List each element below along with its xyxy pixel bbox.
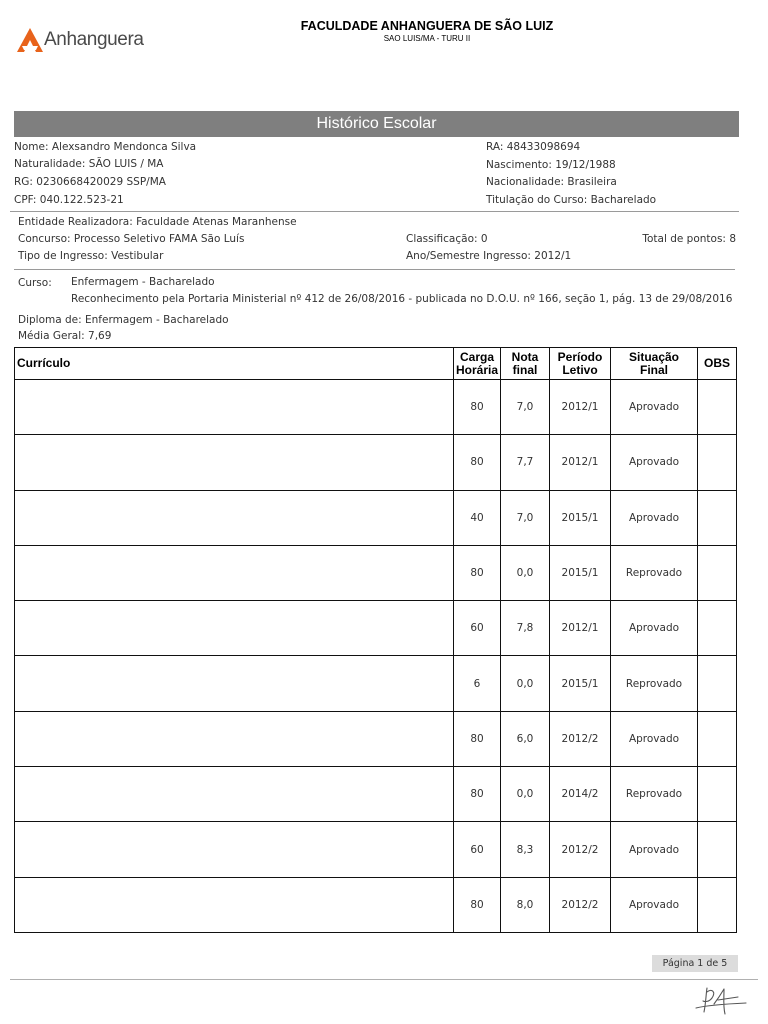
student-nascimento: Nascimento: 19/12/1988 xyxy=(486,159,616,171)
cell-situacao: Aprovado xyxy=(611,711,698,766)
grades-table xyxy=(14,347,737,933)
cell-situacao: Reprovado xyxy=(611,767,698,822)
cell-nota: 0,0 xyxy=(501,767,550,822)
cell-curriculo xyxy=(15,822,454,877)
cell-periodo: 2012/2 xyxy=(550,822,611,877)
header-nota-final: Nota final xyxy=(501,348,550,380)
cell-nota: 8,3 xyxy=(501,822,550,877)
student-nacionalidade: Nacionalidade: Brasileira xyxy=(486,176,617,188)
cell-obs xyxy=(698,380,737,435)
table-row xyxy=(15,711,737,766)
document-title: Histórico Escolar xyxy=(14,111,739,137)
table-row xyxy=(15,490,737,545)
header-curriculo: Currículo xyxy=(15,348,454,380)
table-row xyxy=(15,380,737,435)
tipo-ingresso: Tipo de Ingresso: Vestibular xyxy=(18,250,164,262)
footer-divider xyxy=(10,979,758,980)
course-recognition: Reconhecimento pela Portaria Ministerial nº 412 de 26/08/2016 - publicada no D.O.U. nº 166, seção 1, pág. 13 de 29/08/2016 xyxy=(71,293,733,305)
cell-periodo: 2015/1 xyxy=(550,656,611,711)
cell-periodo: 2012/1 xyxy=(550,435,611,490)
cell-situacao: Aprovado xyxy=(611,490,698,545)
cell-nota: 8,0 xyxy=(501,877,550,932)
cell-obs xyxy=(698,435,737,490)
header-periodo-letivo: Período Letivo xyxy=(550,348,611,380)
cell-carga: 80 xyxy=(454,711,501,766)
student-rg: RG: 0230668420029 SSP/MA xyxy=(14,176,166,188)
table-row xyxy=(15,545,737,600)
header-obs: OBS xyxy=(698,348,737,380)
table-row xyxy=(15,822,737,877)
cell-obs xyxy=(698,877,737,932)
divider xyxy=(10,211,739,212)
header-situacao-final: Situação Final xyxy=(611,348,698,380)
cell-curriculo xyxy=(15,711,454,766)
cell-carga: 60 xyxy=(454,822,501,877)
cell-periodo: 2015/1 xyxy=(550,490,611,545)
table-row xyxy=(15,435,737,490)
institution-name: FACULDADE ANHANGUERA DE SÃO LUIZ xyxy=(300,19,554,33)
cell-obs xyxy=(698,545,737,600)
cell-situacao: Aprovado xyxy=(611,601,698,656)
cell-nota: 0,0 xyxy=(501,656,550,711)
cell-curriculo xyxy=(15,380,454,435)
cell-periodo: 2014/2 xyxy=(550,767,611,822)
cell-curriculo xyxy=(15,435,454,490)
cell-nota: 7,0 xyxy=(501,490,550,545)
cell-carga: 40 xyxy=(454,490,501,545)
cell-carga: 6 xyxy=(454,656,501,711)
concurso: Concurso: Processo Seletivo FAMA São Luís xyxy=(18,233,245,245)
classificacao: Classificação: 0 xyxy=(406,233,488,245)
student-cpf: CPF: 040.122.523-21 xyxy=(14,194,124,206)
cell-situacao: Aprovado xyxy=(611,822,698,877)
cell-periodo: 2012/2 xyxy=(550,711,611,766)
cell-situacao: Aprovado xyxy=(611,380,698,435)
cell-obs xyxy=(698,490,737,545)
cell-carga: 80 xyxy=(454,877,501,932)
cell-nota: 7,7 xyxy=(501,435,550,490)
cell-periodo: 2012/1 xyxy=(550,380,611,435)
cell-curriculo xyxy=(15,877,454,932)
cell-carga: 80 xyxy=(454,380,501,435)
cell-obs xyxy=(698,601,737,656)
media-geral: Média Geral: 7,69 xyxy=(18,330,112,342)
divider xyxy=(14,269,735,270)
cell-periodo: 2015/1 xyxy=(550,545,611,600)
page-indicator: Página 1 de 5 xyxy=(652,955,738,972)
cell-curriculo xyxy=(15,545,454,600)
cell-obs xyxy=(698,822,737,877)
cell-curriculo xyxy=(15,767,454,822)
cell-situacao: Aprovado xyxy=(611,877,698,932)
cell-nota: 7,8 xyxy=(501,601,550,656)
cell-nota: 0,0 xyxy=(501,545,550,600)
cell-carga: 80 xyxy=(454,767,501,822)
cell-situacao: Reprovado xyxy=(611,656,698,711)
student-name: Nome: Alexsandro Mendonca Silva xyxy=(14,141,197,153)
cell-periodo: 2012/1 xyxy=(550,601,611,656)
course-label: Curso: xyxy=(18,277,52,289)
entidade-realizadora: Entidade Realizadora: Faculdade Atenas Maranhense xyxy=(18,216,297,228)
student-titulacao: Titulação do Curso: Bacharelado xyxy=(486,194,657,206)
diploma: Diploma de: Enfermagem - Bacharelado xyxy=(18,314,229,326)
cell-curriculo xyxy=(15,601,454,656)
cell-carga: 80 xyxy=(454,435,501,490)
institution-location: SAO LUIS/MA - TURU II xyxy=(383,34,471,43)
signature-icon xyxy=(694,984,748,1018)
cell-carga: 80 xyxy=(454,545,501,600)
ano-semestre-ingresso: Ano/Semestre Ingresso: 2012/1 xyxy=(406,250,572,262)
table-header-row xyxy=(15,348,737,380)
table-row xyxy=(15,601,737,656)
cell-obs xyxy=(698,656,737,711)
cell-obs xyxy=(698,767,737,822)
cell-nota: 6,0 xyxy=(501,711,550,766)
cell-periodo: 2012/2 xyxy=(550,877,611,932)
cell-curriculo xyxy=(15,490,454,545)
table-row xyxy=(15,656,737,711)
total-pontos: Total de pontos: 8 xyxy=(642,233,736,245)
cell-situacao: Aprovado xyxy=(611,435,698,490)
cell-obs xyxy=(698,711,737,766)
cell-nota: 7,0 xyxy=(501,380,550,435)
header-carga-horaria: Carga Horária xyxy=(454,348,501,380)
cell-situacao: Reprovado xyxy=(611,545,698,600)
student-naturalidade: Naturalidade: SÃO LUIS / MA xyxy=(14,158,164,170)
table-row xyxy=(15,767,737,822)
logo-text: Anhanguera xyxy=(44,29,144,50)
course-name: Enfermagem - Bacharelado xyxy=(71,276,215,288)
table-row xyxy=(15,877,737,932)
cell-carga: 60 xyxy=(454,601,501,656)
cell-curriculo xyxy=(15,656,454,711)
student-ra: RA: 48433098694 xyxy=(486,141,581,153)
